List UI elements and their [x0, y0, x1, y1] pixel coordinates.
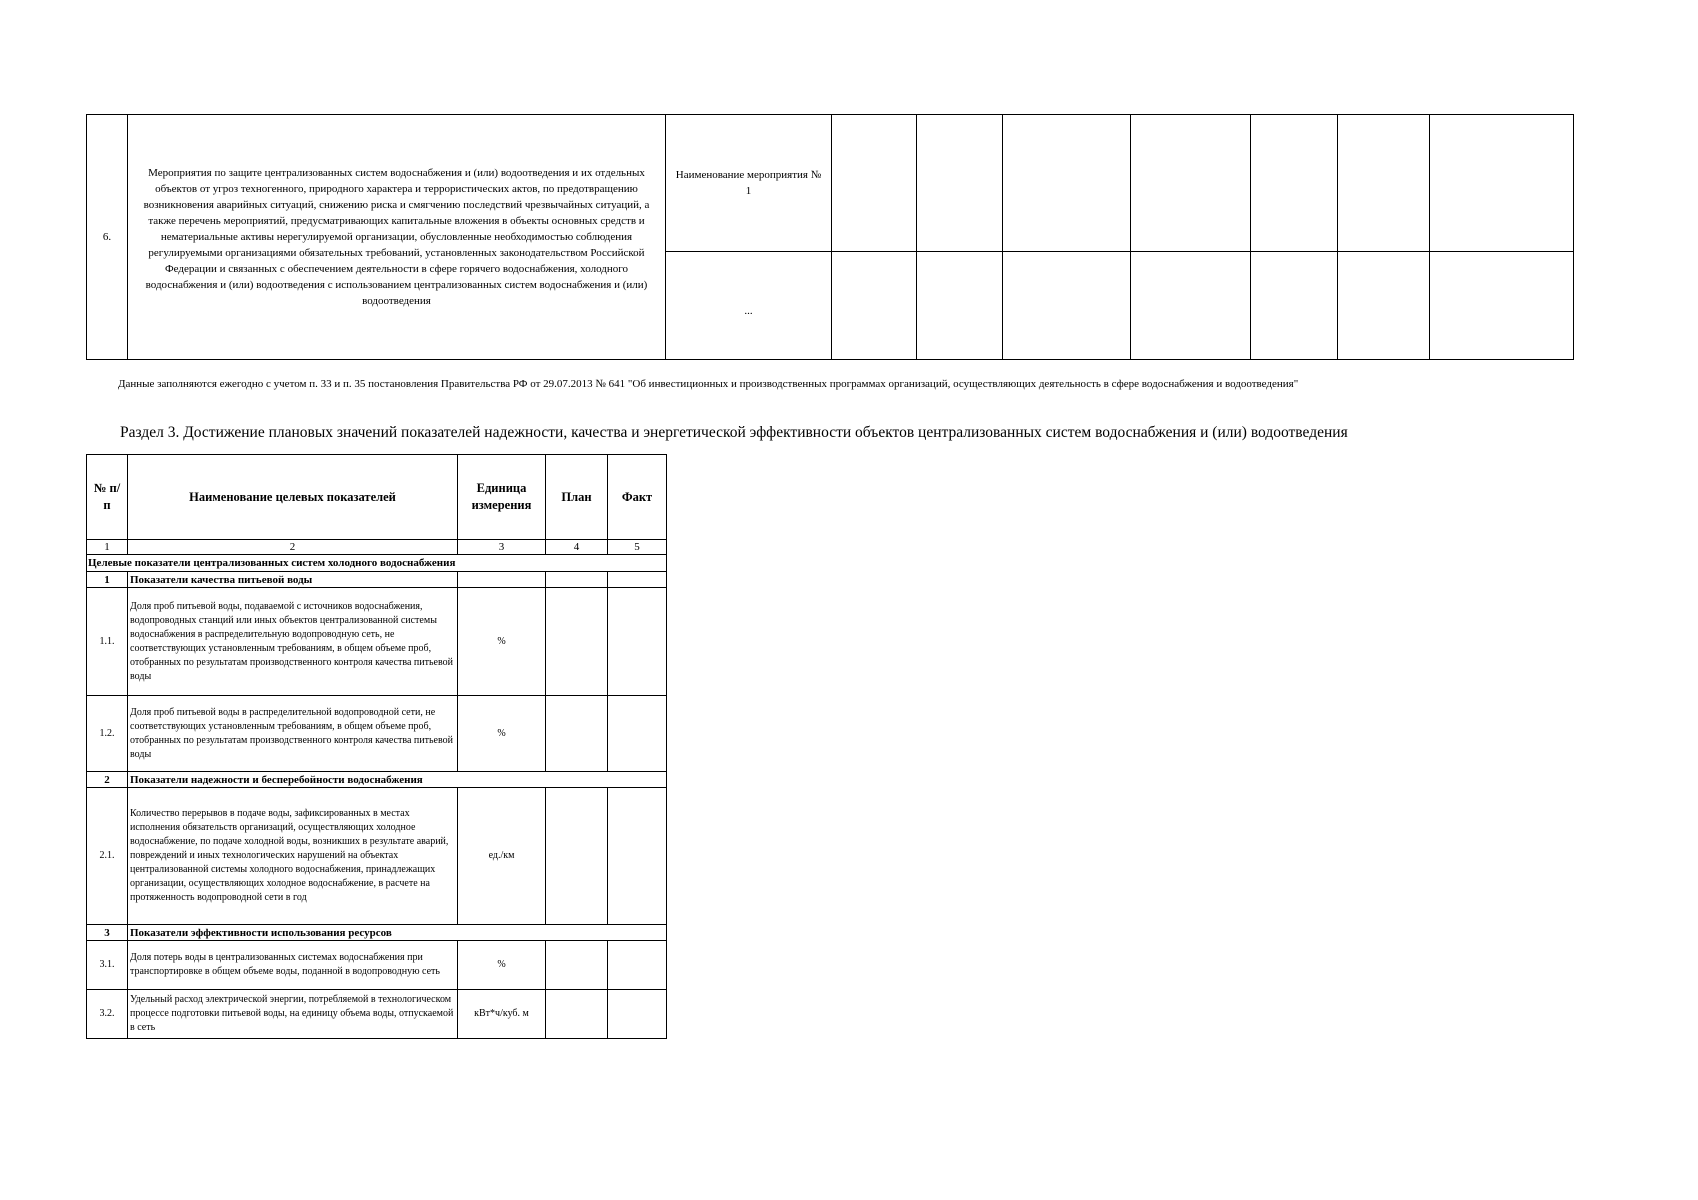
empty-cell	[1430, 252, 1574, 360]
event-name-cell: Наименование мероприятия № 1	[666, 115, 832, 252]
empty-cell	[1251, 115, 1338, 252]
indicator-name: Количество перерывов в подаче воды, зафиксированных в местах исполнения обязательств организаций, осуществляющих холодное водоснабжение, по подаче холодной воды, возникших в результате аварий, повреждений и иных технологических нарушений на объектах централизованной системы холодного водоснабжения, принадлежащих организации, осуществляющих холодное водоснабжение, в расчете на протяженность водопроводной сети в год	[128, 788, 458, 925]
section-row	[87, 925, 667, 941]
empty-cell	[832, 115, 917, 252]
col-number: 2	[128, 540, 458, 555]
fact-cell[interactable]	[608, 941, 667, 990]
empty-cell	[1338, 252, 1430, 360]
indicator-name: Доля проб питьевой воды, подаваемой с источников водоснабжения, водопроводных станций или иных объектов централизованной системы водоснабжения в распределительную водопроводную сеть, не соответствующих установленным требованиям, в общем объеме проб, отобранных по результатам производственного контроля качества питьевой воды	[128, 588, 458, 696]
empty-cell	[1003, 252, 1131, 360]
header-plan: План	[546, 455, 608, 540]
table-row	[87, 941, 667, 990]
section-number: 2	[87, 772, 128, 788]
section-name: Показатели надежности и бесперебойности водоснабжения	[128, 772, 667, 788]
col-number: 1	[87, 540, 128, 555]
indicator-name: Удельный расход электрической энергии, потребляемой в технологическом процессе подготовки питьевой воды, на единицу объема воды, отпускаемой в сеть	[128, 990, 458, 1039]
table-row	[87, 588, 667, 696]
empty-cell	[917, 252, 1003, 360]
indicator-unit: %	[458, 696, 546, 772]
plan-cell[interactable]	[546, 788, 608, 925]
indicator-number: 1.1.	[87, 588, 128, 696]
indicator-number: 1.2.	[87, 696, 128, 772]
plan-cell[interactable]	[546, 990, 608, 1039]
fact-cell[interactable]	[608, 696, 667, 772]
empty-cell	[608, 572, 667, 588]
group-title: Целевые показатели централизованных систем холодного водоснабжения	[87, 555, 667, 572]
indicator-unit: ед./км	[458, 788, 546, 925]
empty-cell	[458, 572, 546, 588]
indicator-name: Доля проб питьевой воды в распределительной водопроводной сети, не соответствующих установленным требованиям, в общем объеме проб, отобранных по результатам производственного контроля качества питьевой воды	[128, 696, 458, 772]
fact-cell[interactable]	[608, 788, 667, 925]
indicator-number: 3.1.	[87, 941, 128, 990]
empty-cell	[1003, 115, 1131, 252]
plan-cell[interactable]	[546, 696, 608, 772]
empty-cell	[1251, 252, 1338, 360]
empty-cell	[1131, 252, 1251, 360]
empty-cell	[832, 252, 917, 360]
empty-cell	[1338, 115, 1430, 252]
empty-cell	[546, 572, 608, 588]
empty-cell	[917, 115, 1003, 252]
indicator-name: Доля потерь воды в централизованных системах водоснабжения при транспортировке в общем объеме воды, поданной в водопроводную сеть	[128, 941, 458, 990]
investment-events-table	[86, 114, 1574, 360]
section-name: Показатели эффективности использования ресурсов	[128, 925, 667, 941]
fact-cell[interactable]	[608, 990, 667, 1039]
table-row	[87, 990, 667, 1039]
table-row	[87, 696, 667, 772]
indicator-unit: кВт*ч/куб. м	[458, 990, 546, 1039]
col-number: 5	[608, 540, 667, 555]
col-number: 4	[546, 540, 608, 555]
plan-cell[interactable]	[546, 941, 608, 990]
header-row	[87, 455, 667, 540]
section-row	[87, 572, 667, 588]
col-number: 3	[458, 540, 546, 555]
group-row	[87, 555, 667, 572]
section-title: Раздел 3. Достижение плановых значений показателей надежности, качества и энергетической эффективности объектов централизованных систем водоснабжения и (или) водоотведения	[120, 424, 1348, 441]
indicators-table	[86, 454, 667, 1039]
indicator-unit: %	[458, 941, 546, 990]
fact-cell[interactable]	[608, 588, 667, 696]
section-number: 1	[87, 572, 128, 588]
event-name-cell: ...	[666, 252, 832, 360]
header-num: № п/п	[87, 455, 128, 540]
event-group-description: Мероприятия по защите централизованных систем водоснабжения и (или) водоотведения и их отдельных объектов от угроз техногенного, природного характера и террористических актов, по предотвращению возникновения аварийных ситуаций, снижению риска и смягчению последствий чрезвычайных ситуаций, а также перечень мероприятий, предусматривающих капитальные вложения в объекты основных средств и нематериальные активы нерегулируемой организации, обусловленные необходимостью соблюдения регулируемыми организациями обязательных требований, установленных законодательством Российской Федерации и связанных с обеспечением деятельности в сфере горячего водоснабжения, холодного водоснабжения и (или) водоотведения с использованием централизованных систем водоснабжения и (или) водоотведения	[128, 115, 666, 360]
indicator-unit: %	[458, 588, 546, 696]
indicator-number: 3.2.	[87, 990, 128, 1039]
empty-cell	[1430, 115, 1574, 252]
section-number: 3	[87, 925, 128, 941]
footnote: Данные заполняются ежегодно с учетом п. 33 и п. 35 постановления Правительства РФ от 29.07.2013 № 641 "Об инвестиционных и производственных программах организаций, осуществляющих деятельность в сфере водоснабжения и водоотведения"	[118, 378, 1299, 390]
column-numbers-row	[87, 540, 667, 555]
header-unit: Единица измерения	[458, 455, 546, 540]
section-name: Показатели качества питьевой воды	[128, 572, 458, 588]
header-fact: Факт	[608, 455, 667, 540]
empty-cell	[1131, 115, 1251, 252]
plan-cell[interactable]	[546, 588, 608, 696]
row-number-cell: 6.	[87, 115, 128, 360]
indicator-number: 2.1.	[87, 788, 128, 925]
table-row	[87, 788, 667, 925]
section-row	[87, 772, 667, 788]
header-name: Наименование целевых показателей	[128, 455, 458, 540]
